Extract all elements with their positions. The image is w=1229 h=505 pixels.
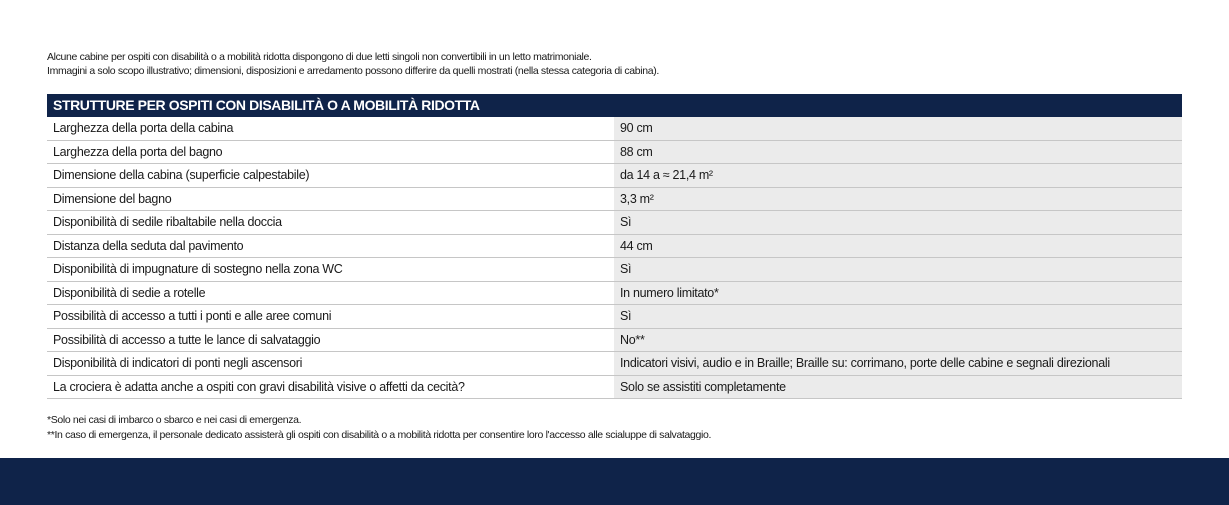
row-value: 90 cm [614,117,1182,140]
row-value: Sì [614,258,1182,281]
table-row [47,305,1182,329]
row-label: Disponibilità di sedie a rotelle [47,282,614,305]
row-value: 3,3 m² [614,188,1182,211]
row-label: Disponibilità di indicatori di ponti negli ascensori [47,352,614,375]
row-label: Larghezza della porta del bagno [47,141,614,164]
footnote-1: *Solo nei casi di imbarco o sbarco e nei casi di emergenza. [47,414,302,426]
row-value: Indicatori visivi, audio e in Braille; Braille su: corrimano, porte delle cabine e segnali direzionali [614,352,1182,375]
table-row [47,211,1182,235]
row-label: Possibilità di accesso a tutti i ponti e alle aree comuni [47,305,614,328]
intro-line-2: Immagini a solo scopo illustrativo; dimensioni, disposizioni e arredamento possono differire da quelli mostrati (nella stessa categoria di cabina). [47,65,659,77]
table-row [47,235,1182,259]
row-label: Larghezza della porta della cabina [47,117,614,140]
footnote-2: **In caso di emergenza, il personale dedicato assisterà gli ospiti con disabilità o a mobilità ridotta per consentire loro l'accesso alle scialuppe di salvataggio. [47,429,712,441]
table-body [47,117,1182,399]
row-value: In numero limitato* [614,282,1182,305]
row-label: Disponibilità di sedile ribaltabile nella doccia [47,211,614,234]
row-label: Disponibilità di impugnature di sostegno nella zona WC [47,258,614,281]
table-row [47,258,1182,282]
intro-line-1: Alcune cabine per ospiti con disabilità o a mobilità ridotta dispongono di due letti singoli non convertibili in un letto matrimoniale. [47,51,592,63]
footnotes [47,413,711,443]
table-row [47,282,1182,306]
row-value: Sì [614,305,1182,328]
row-value: No** [614,329,1182,352]
row-label: La crociera è adatta anche a ospiti con gravi disabilità visive o affetti da cecità? [47,376,614,399]
table-row [47,164,1182,188]
table-row [47,376,1182,400]
footer-bar [0,458,1229,505]
row-value: Solo se assistiti completamente [614,376,1182,399]
intro-text [47,50,1187,78]
table-row [47,329,1182,353]
row-label: Dimensione della cabina (superficie calpestabile) [47,164,614,187]
row-value: 88 cm [614,141,1182,164]
row-value: 44 cm [614,235,1182,258]
row-label: Distanza della seduta dal pavimento [47,235,614,258]
table-row [47,117,1182,141]
row-label: Possibilità di accesso a tutte le lance di salvataggio [47,329,614,352]
row-value: Sì [614,211,1182,234]
accessibility-table [47,94,1182,399]
table-row [47,352,1182,376]
row-value: da 14 a ≈ 21,4 m² [614,164,1182,187]
row-label: Dimensione del bagno [47,188,614,211]
table-title: STRUTTURE PER OSPITI CON DISABILITÀ O A MOBILITÀ RIDOTTA [47,94,1182,117]
table-row [47,188,1182,212]
table-row [47,141,1182,165]
